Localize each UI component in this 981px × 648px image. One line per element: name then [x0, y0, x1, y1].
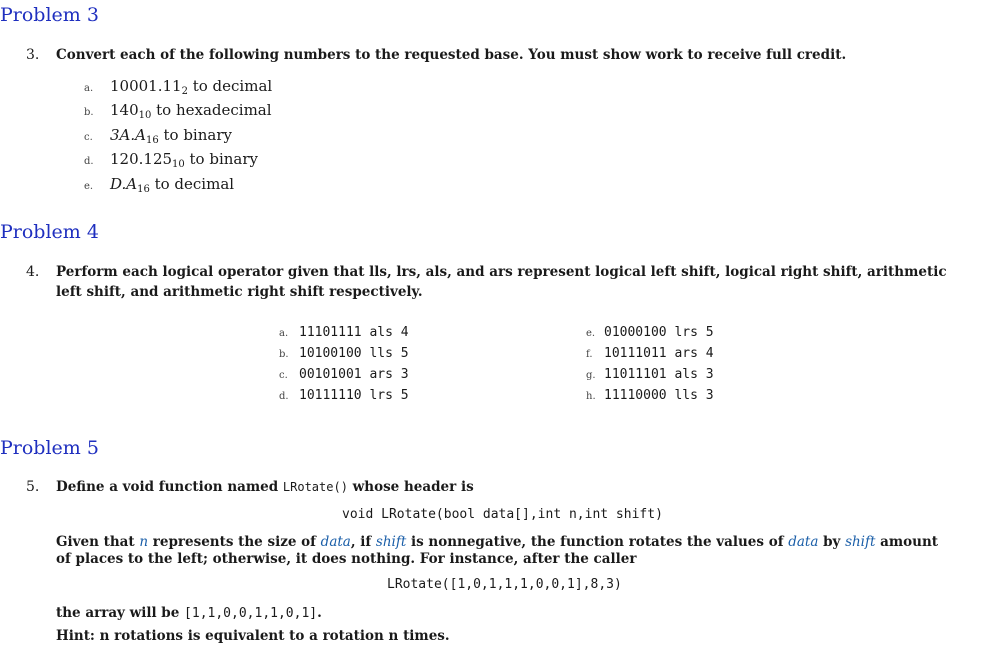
text: by	[818, 534, 846, 550]
intro-text: Define a void function named	[56, 479, 283, 495]
item-expression: 10100100 lls 5	[299, 346, 409, 361]
item-expression: 11110000 lls 3	[604, 388, 714, 403]
text: the array will be	[56, 605, 185, 621]
item-label: a.	[279, 328, 289, 339]
var-shift: shift	[845, 534, 876, 550]
problem-5-heading: Problem 5	[0, 437, 99, 459]
list-item	[279, 324, 409, 340]
problem-4-instruction-line-1: Perform each logical operator given that lls, lrs, als, and ars represent logical left shift, logical right shift, arithmetic	[56, 264, 947, 280]
item-label: c.	[84, 132, 93, 143]
problem-5-hint: Hint: n rotations is equivalent to a rotation n times.	[56, 628, 450, 644]
var-data: data	[320, 534, 351, 550]
item-expression: 11011101 als 3	[604, 367, 714, 382]
text: represents the size of	[148, 534, 321, 550]
item-suffix: to binary	[184, 150, 259, 168]
problem-4-heading: Problem 4	[0, 221, 99, 243]
intro-function-name: LRotate()	[282, 480, 348, 494]
item-label: b.	[84, 107, 94, 118]
problem-5-description-line-2: of places to the left; otherwise, it does nothing. For instance, after the caller	[56, 551, 637, 567]
list-item	[279, 387, 409, 403]
item-expression: 10111011 ars 4	[604, 346, 714, 361]
item-label: e.	[84, 181, 94, 192]
item-base: 10	[172, 159, 185, 170]
list-item	[586, 366, 714, 382]
var-data: data	[788, 534, 819, 550]
item-suffix: to decimal	[187, 77, 273, 95]
problem-5-intro	[56, 479, 474, 496]
item-label: d.	[279, 391, 289, 402]
item-expression: 10111110 lrs 5	[299, 388, 409, 403]
list-item	[279, 345, 409, 361]
item-suffix: to decimal	[149, 175, 235, 193]
problem-5-description-line-1	[56, 534, 938, 551]
list-item	[84, 77, 272, 97]
item-label: b.	[279, 349, 289, 360]
item-label: a.	[84, 83, 94, 94]
list-item	[84, 150, 258, 170]
item-label: c.	[279, 370, 288, 381]
item-label: e.	[586, 328, 596, 339]
item-value: 120.125	[110, 150, 173, 168]
list-item	[586, 345, 714, 361]
var-n: n	[139, 534, 149, 550]
list-item	[84, 126, 232, 146]
item-suffix: to hexadecimal	[151, 101, 272, 119]
list-item	[586, 387, 714, 403]
problem-4-number: 4.	[26, 264, 40, 280]
text: is nonnegative, the function rotates the values of	[406, 534, 789, 550]
item-value: 140	[110, 101, 139, 119]
problem-3-instruction: Convert each of the following numbers to the requested base. You must show work to receive full credit.	[56, 47, 847, 63]
item-suffix: to binary	[158, 126, 232, 144]
text: amount	[875, 534, 939, 550]
item-base: 16	[137, 184, 150, 195]
problem-3-number: 3.	[26, 47, 40, 63]
item-value: 10001.11	[110, 77, 182, 95]
function-header-code: void LRotate(bool data[],int n,int shift)	[342, 507, 663, 522]
result-array: [1,1,0,0,1,1,0,1]	[184, 606, 318, 621]
item-base: 2	[181, 86, 188, 97]
text: .	[317, 605, 322, 621]
list-item	[84, 175, 234, 195]
item-label: f.	[586, 349, 593, 360]
item-expression: 01000100 lrs 5	[604, 325, 714, 340]
item-label: d.	[84, 156, 94, 167]
list-item	[279, 366, 409, 382]
intro-text-after: whose header is	[347, 479, 474, 495]
list-item	[586, 324, 714, 340]
text: Given that	[56, 534, 140, 550]
item-expression: 11101111 als 4	[299, 325, 409, 340]
text: , if	[350, 534, 376, 550]
caller-example-code: LRotate([1,0,1,1,1,0,0,1],8,3)	[387, 577, 622, 592]
item-value: D.A	[110, 175, 138, 193]
item-label: g.	[586, 370, 596, 381]
problem-4-instruction-line-2: left shift, and arithmetic right shift respectively.	[56, 284, 423, 300]
var-shift: shift	[375, 534, 407, 550]
problem-5-result	[56, 605, 322, 622]
item-label: h.	[586, 391, 596, 402]
item-value: 3A.A	[110, 126, 146, 144]
item-base: 10	[138, 110, 152, 121]
list-item	[84, 101, 272, 121]
problem-5-number: 5.	[26, 479, 40, 495]
item-base: 16	[145, 135, 159, 146]
item-expression: 00101001 ars 3	[299, 367, 409, 382]
problem-3-heading: Problem 3	[0, 4, 99, 26]
